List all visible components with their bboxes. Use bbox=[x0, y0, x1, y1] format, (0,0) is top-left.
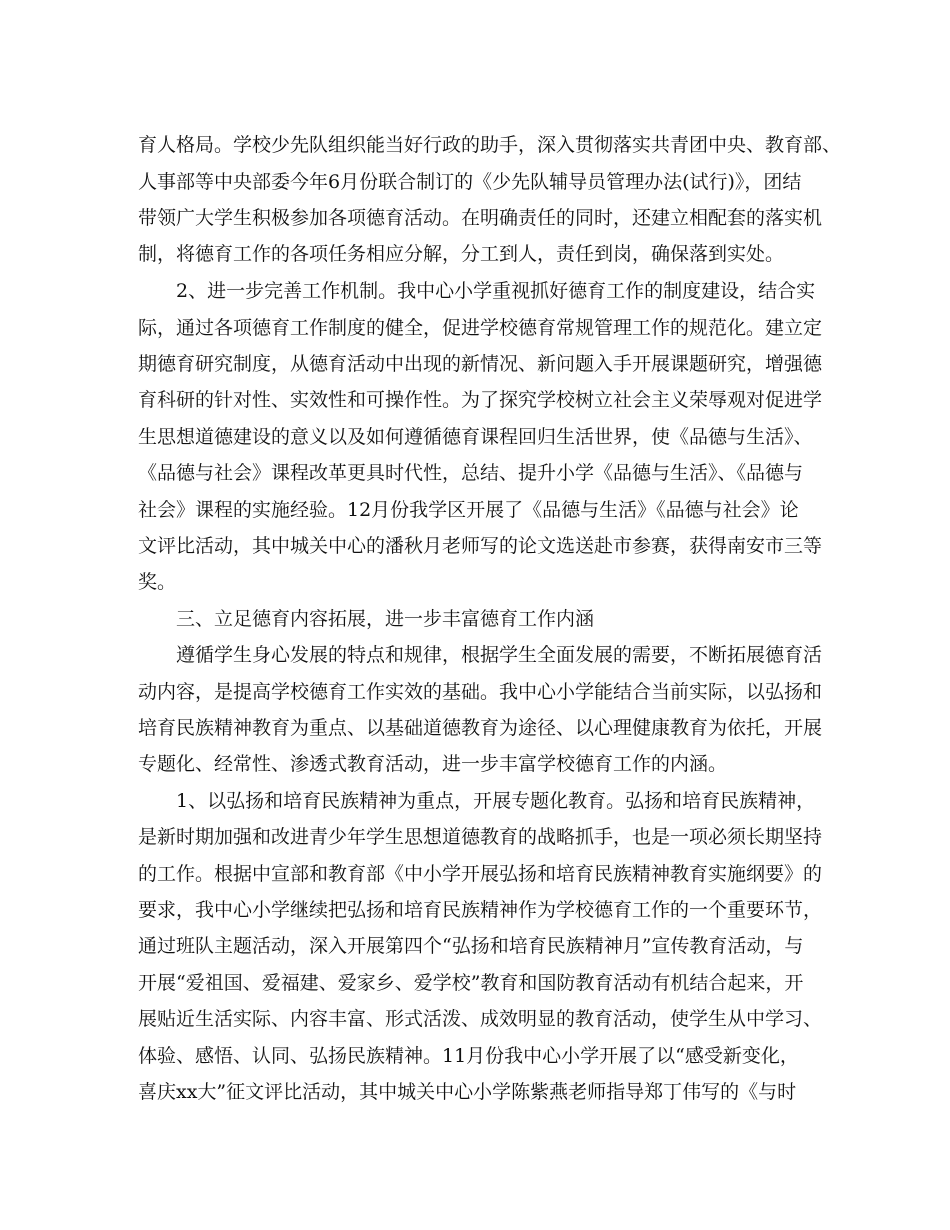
text-line: 培育民族精神教育为重点、以基础道德教育为途径、以心理健康教育为依托，开展 bbox=[138, 717, 823, 739]
text-line: 是新时期加强和改进青少年学生思想道德教育的战略抓手，也是一项必须长期坚持 bbox=[138, 826, 823, 848]
text-line: 人事部等中央部委今年6月份联合制订的《少先队辅导员管理办法(试行)》，团结 bbox=[138, 171, 802, 193]
text-line: 通过班队主题活动，深入开展第四个“弘扬和培育民族精神月”宣传教育活动，与 bbox=[138, 935, 804, 957]
text-line: 体验、感悟、认同、弘扬民族精神。11月份我中心小学开展了以“感受新变化， bbox=[138, 1045, 799, 1067]
text-line: 开展“爱祖国、爱福建、爱家乡、爱学校”教育和国防教育活动有机结合起来，开 bbox=[138, 972, 804, 994]
text-line: 育科研的针对性、实效性和可操作性。为了探究学校树立社会主义荣辱观对促进学 bbox=[138, 389, 823, 411]
text-line: 文评比活动，其中城关中心的潘秋月老师写的论文选送赴市参赛，获得南安市三等 bbox=[138, 535, 823, 557]
text-line: 期德育研究制度，从德育活动中出现的新情况、新问题入手开展课题研究，增强德 bbox=[138, 353, 823, 375]
text-line: 专题化、经常性、渗透式教育活动，进一步丰富学校德育工作的内涵。 bbox=[138, 753, 728, 775]
text-line: 《品德与社会》课程改革更具时代性，总结、提升小学《品德与生活》、《品德与 bbox=[138, 462, 804, 484]
text-line: 遵循学生身心发展的特点和规律，根据学生全面发展的需要，不断拓展德育活 bbox=[138, 644, 823, 666]
text-line: 展贴近生活实际、内容丰富、形式活泼、成效明显的教育活动，使学生从中学习、 bbox=[138, 1008, 823, 1030]
text-line: 1、以弘扬和培育民族精神为重点，开展专题化教育。弘扬和培育民族精神， bbox=[138, 790, 816, 812]
text-line: 社会》课程的实施经验。12月份我学区开展了《品德与生活》《品德与社会》论 bbox=[138, 499, 799, 521]
section-heading: 三、立足德育内容拓展，进一步丰富德育工作内涵 bbox=[138, 608, 595, 630]
text-line: 生思想道德建设的意义以及如何遵循德育课程回归生活世界，使《品德与生活》、 bbox=[138, 426, 813, 448]
text-line: 2、进一步完善工作机制。我中心小学重视抓好德育工作的制度建设，结合实 bbox=[138, 280, 816, 302]
text-line: 育人格局。学校少先队组织能当好行政的助手，深入贯彻落实共青团中央、教育部、 bbox=[138, 134, 842, 156]
text-line: 喜庆xx大”征文评比活动，其中城关中心小学陈紫燕老师指导郑丁伟写的《与时 bbox=[138, 1081, 797, 1103]
text-line: 动内容，是提高学校德育工作实效的基础。我中心小学能结合当前实际，以弘扬和 bbox=[138, 681, 823, 703]
text-line: 带领广大学生积极参加各项德育活动。在明确责任的同时，还建立相配套的落实机 bbox=[138, 207, 823, 229]
text-line: 奖。 bbox=[138, 571, 177, 593]
text-line: 要求，我中心小学继续把弘扬和培育民族精神作为学校德育工作的一个重要环节， bbox=[138, 899, 823, 921]
text-line: 制，将德育工作的各项任务相应分解，分工到人，责任到岗，确保落到实处。 bbox=[138, 243, 785, 265]
text-line: 际，通过各项德育工作制度的健全，促进学校德育常规管理工作的规范化。建立定 bbox=[138, 317, 823, 339]
text-line: 的工作。根据中宣部和教育部《中小学开展弘扬和培育民族精神教育实施纲要》的 bbox=[138, 863, 823, 885]
